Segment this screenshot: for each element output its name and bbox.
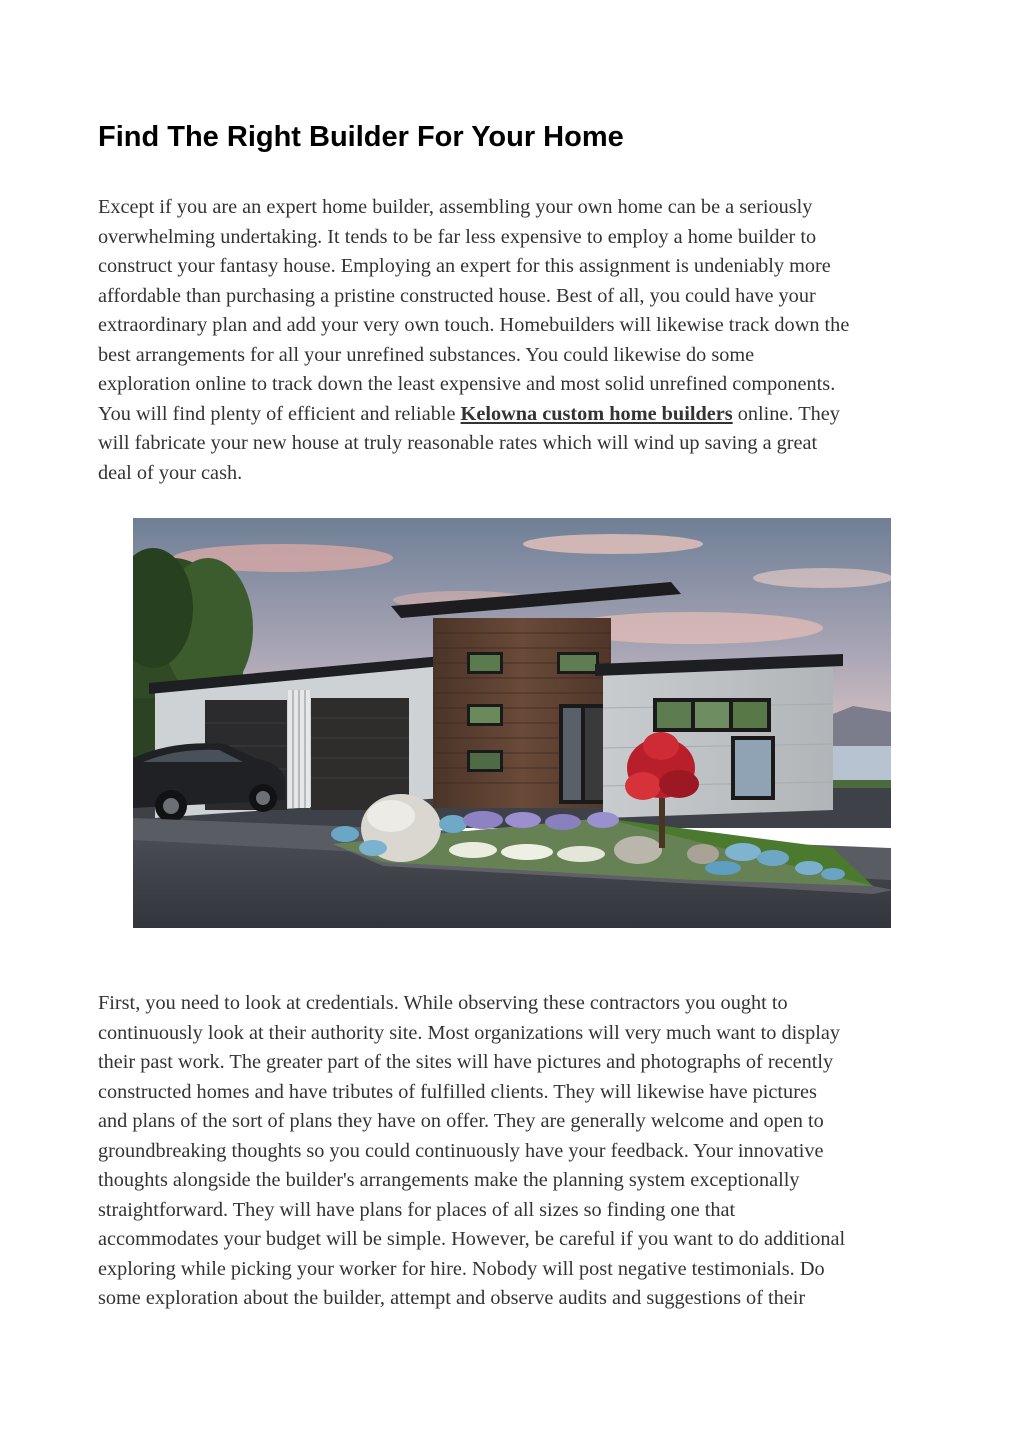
paragraph-line: exploration online to track down the least expensive and most solid unrefined components.: [98, 373, 836, 395]
paragraph-line: will fabricate your new house at truly reasonable rates which will wind up saving a great: [98, 432, 818, 454]
kelowna-builders-link[interactable]: Kelowna custom home builders: [460, 402, 733, 425]
article-title: Find The Right Builder For Your Home: [98, 121, 624, 153]
paragraph-line: and plans of the sort of plans they have on offer. They are generally welcome and open to: [98, 1110, 824, 1132]
paragraph-line: best arrangements for all your unrefined substances. You could likewise do some: [98, 343, 755, 366]
paragraph-line: groundbreaking thoughts so you could continuously have your feedback. Your innovative: [98, 1139, 824, 1162]
paragraph-line: straightforward. They will have plans for places of all sizes so finding one that: [98, 1198, 736, 1221]
link-line-before: You will find plenty of efficient and reliable: [98, 402, 461, 425]
paragraph-line-with-link: [98, 400, 938, 430]
paragraph-line: Except if you are an expert home builder, assembling your own home can be a seriously: [98, 196, 813, 218]
paragraph-line: constructed homes and have tributes of fulfilled clients. They will likewise have pictures: [98, 1080, 817, 1103]
paragraph-line: construct your fantasy house. Employing an expert for this assignment is undeniably more: [98, 255, 831, 277]
paragraph-line: some exploration about the builder, attempt and observe audits and suggestions of their: [98, 1287, 806, 1309]
paragraph-line: their past work. The greater part of the sites will have pictures and photographs of recently: [98, 1051, 834, 1073]
paragraph-line: thoughts alongside the builder's arrangements make the planning system exceptionally: [98, 1169, 800, 1191]
paragraph-line: exploring while picking your worker for hire. Nobody will post negative testimonials. Do: [98, 1257, 825, 1280]
paragraph-line: overwhelming undertaking. It tends to be far less expensive to employ a home builder to: [98, 225, 817, 248]
paragraph-line: extraordinary plan and add your very own touch. Homebuilders will likewise track down the: [98, 314, 850, 336]
paragraph-line: deal of your cash.: [98, 461, 243, 484]
credentials-paragraph: [98, 989, 938, 1314]
intro-paragraph: [98, 193, 938, 488]
paragraph-line: First, you need to look at credentials. While observing these contractors you ought to: [98, 992, 788, 1014]
paragraph-line: continuously look at their authority site. Most organizations will very much want to display: [98, 1021, 841, 1044]
paragraph-line: accommodates your budget will be simple. However, be careful if you want to do additional: [98, 1228, 846, 1250]
house-photo: [133, 518, 891, 928]
link-line-after: online. They: [732, 402, 840, 425]
paragraph-line: affordable than purchasing a pristine constructed house. Best of all, you could have your: [98, 284, 816, 307]
